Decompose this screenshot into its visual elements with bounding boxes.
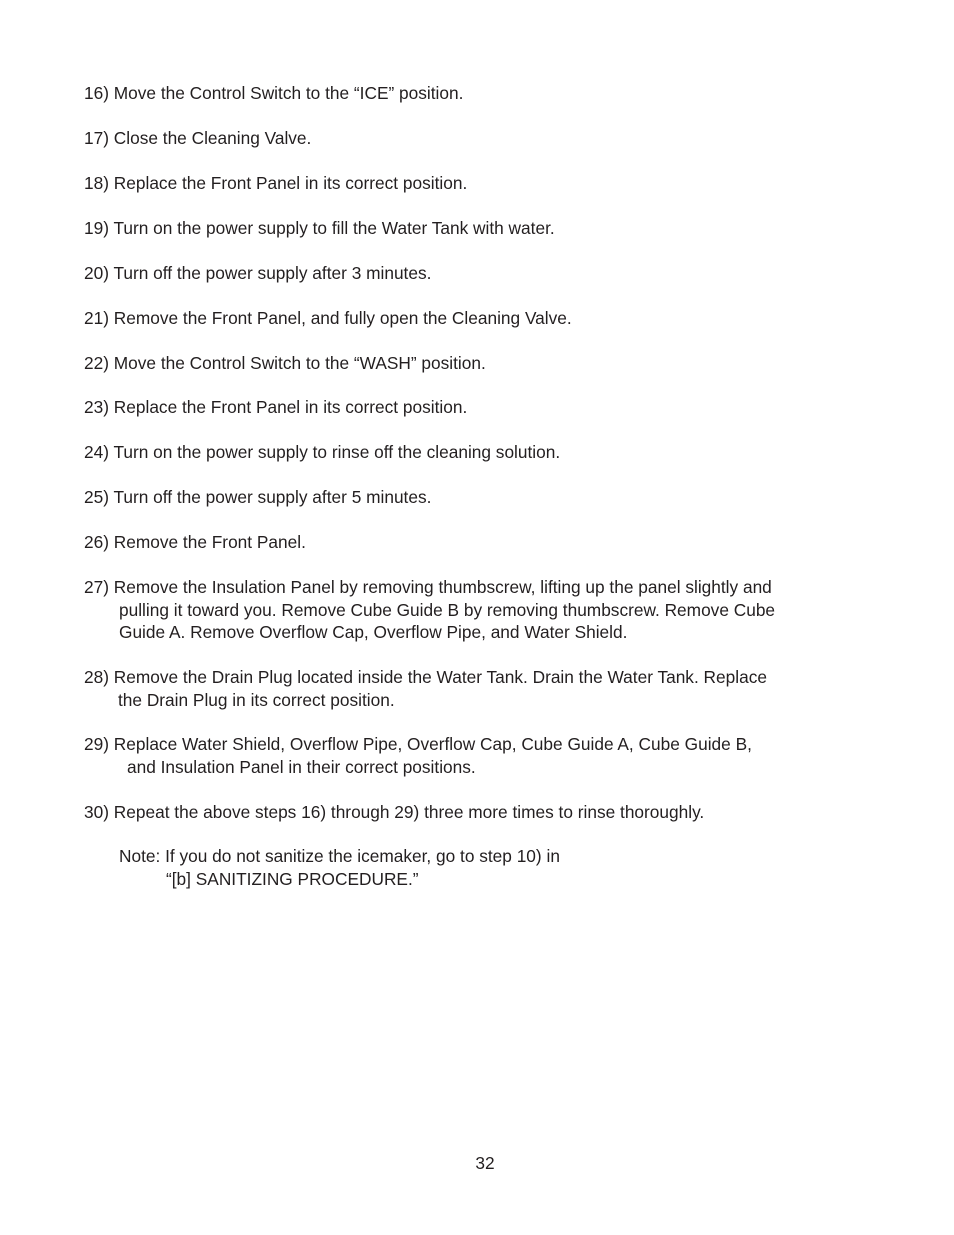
step-28-line-1: 28) Remove the Drain Plug located inside the Water Tank. Drain the Water Tank. Replace — [84, 667, 767, 687]
step-20: 20) Turn off the power supply after 3 minutes. — [84, 263, 432, 283]
step-23: 23) Replace the Front Panel in its correct position. — [84, 397, 468, 417]
step-26: 26) Remove the Front Panel. — [84, 532, 306, 552]
step-28 — [84, 666, 824, 711]
step-27 — [84, 576, 824, 644]
step-29 — [84, 733, 824, 778]
step-16: 16) Move the Control Switch to the “ICE” position. — [84, 83, 464, 103]
note — [119, 845, 560, 890]
step-18: 18) Replace the Front Panel in its correct position. — [84, 173, 468, 193]
note-line-2: “[b] SANITIZING PROCEDURE.” — [166, 868, 419, 889]
step-28-line-2: the Drain Plug in its correct position. — [118, 689, 395, 710]
step-24: 24) Turn on the power supply to rinse off the cleaning solution. — [84, 442, 561, 462]
step-29-line-2: and Insulation Panel in their correct positions. — [127, 756, 476, 777]
step-22: 22) Move the Control Switch to the “WASH” position. — [84, 353, 486, 373]
step-25: 25) Turn off the power supply after 5 minutes. — [84, 487, 432, 507]
step-17: 17) Close the Cleaning Valve. — [84, 128, 312, 148]
step-27-line-1: 27) Remove the Insulation Panel by removing thumbscrew, lifting up the panel slightly and — [84, 577, 772, 597]
step-27-line-3: Guide A. Remove Overflow Cap, Overflow Pipe, and Water Shield. — [119, 622, 628, 642]
page-number: 32 — [475, 1153, 495, 1173]
step-19: 19) Turn on the power supply to fill the Water Tank with water. — [84, 218, 555, 238]
note-line-1: Note: If you do not sanitize the icemaker, go to step 10) in — [119, 846, 560, 866]
step-30: 30) Repeat the above steps 16) through 29) three more times to rinse thoroughly. — [84, 802, 705, 822]
step-27-line-2: pulling it toward you. Remove Cube Guide B by removing thumbscrew. Remove Cube — [119, 599, 776, 620]
step-29-line-1: 29) Replace Water Shield, Overflow Pipe, Overflow Cap, Cube Guide A, Cube Guide B, — [84, 734, 752, 754]
step-21: 21) Remove the Front Panel, and fully open the Cleaning Valve. — [84, 308, 572, 328]
